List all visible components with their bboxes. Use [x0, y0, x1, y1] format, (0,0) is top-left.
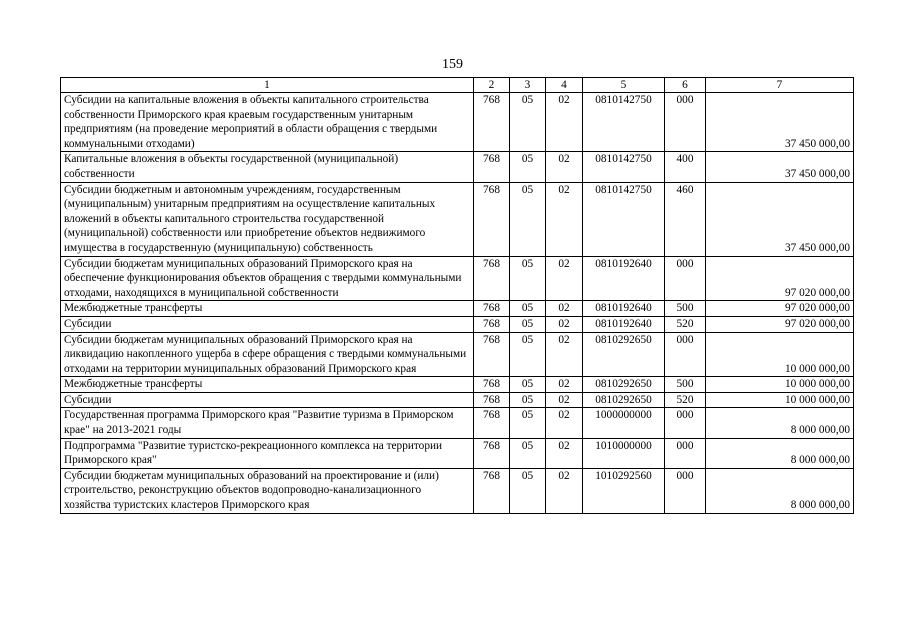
amount-cell: 97 020 000,00 — [706, 301, 854, 317]
subsection-code-cell: 02 — [546, 256, 583, 301]
subsection-code-cell: 02 — [546, 468, 583, 513]
table-row — [61, 392, 854, 408]
admin-code-cell: 768 — [474, 408, 510, 438]
target-article-cell: 0810292650 — [583, 392, 665, 408]
amount-cell: 37 450 000,00 — [706, 152, 854, 182]
admin-code-cell: 768 — [474, 182, 510, 256]
row-name-cell: Подпрограмма "Развитие туристско-рекреационного комплекса на территории Приморского края" — [61, 438, 474, 468]
row-name-cell: Субсидии — [61, 392, 474, 408]
column-header-7: 7 — [706, 78, 854, 93]
section-code-cell: 05 — [510, 392, 546, 408]
section-code-cell: 05 — [510, 316, 546, 332]
amount-cell: 8 000 000,00 — [706, 438, 854, 468]
expense-type-cell: 000 — [665, 468, 706, 513]
target-article-cell: 1000000000 — [583, 408, 665, 438]
target-article-cell: 0810192640 — [583, 256, 665, 301]
column-header-4: 4 — [546, 78, 583, 93]
row-name-cell: Межбюджетные трансферты — [61, 301, 474, 317]
row-name-cell: Субсидии бюджетным и автономным учреждениям, государственным (муниципальным) унитарным предприятиям на осуществление капитальных вложений в объекты капитального строительства государственной (муниципальной) собственности или приобретение объектов недвижимого имущества в государственную (муниципальную) собственность — [61, 182, 474, 256]
table-row — [61, 468, 854, 513]
subsection-code-cell: 02 — [546, 438, 583, 468]
column-header-1: 1 — [61, 78, 474, 93]
expense-type-cell: 000 — [665, 332, 706, 377]
target-article-cell: 0810192640 — [583, 316, 665, 332]
expense-type-cell: 000 — [665, 256, 706, 301]
amount-cell: 10 000 000,00 — [706, 392, 854, 408]
subsection-code-cell: 02 — [546, 408, 583, 438]
table-row — [61, 316, 854, 332]
admin-code-cell: 768 — [474, 256, 510, 301]
table-row — [61, 256, 854, 301]
row-name-cell: Государственная программа Приморского края "Развитие туризма в Приморском крае" на 2013-2021 годы — [61, 408, 474, 438]
section-code-cell: 05 — [510, 377, 546, 393]
table-row — [61, 438, 854, 468]
admin-code-cell: 768 — [474, 332, 510, 377]
column-header-6: 6 — [665, 78, 706, 93]
row-name-cell: Субсидии на капитальные вложения в объекты капитального строительства собственности Приморского края краевым государственным унитарным предприятиям (на проведение мероприятий в области обращения с твердыми коммунальными отходами) — [61, 93, 474, 152]
amount-cell: 8 000 000,00 — [706, 408, 854, 438]
section-code-cell: 05 — [510, 152, 546, 182]
table-row — [61, 332, 854, 377]
row-name-cell: Субсидии бюджетам муниципальных образований Приморского края на обеспечение функционирования объектов обращения с твердыми коммунальными отходами, находящихся в муниципальной собственности — [61, 256, 474, 301]
target-article-cell: 0810142750 — [583, 152, 665, 182]
expense-type-cell: 500 — [665, 377, 706, 393]
admin-code-cell: 768 — [474, 438, 510, 468]
table-header-row — [61, 78, 854, 93]
amount-cell: 37 450 000,00 — [706, 182, 854, 256]
subsection-code-cell: 02 — [546, 392, 583, 408]
table-row — [61, 377, 854, 393]
subsection-code-cell: 02 — [546, 93, 583, 152]
subsection-code-cell: 02 — [546, 316, 583, 332]
column-header-5: 5 — [583, 78, 665, 93]
table-row — [61, 152, 854, 182]
table-row — [61, 301, 854, 317]
admin-code-cell: 768 — [474, 152, 510, 182]
row-name-cell: Субсидии бюджетам муниципальных образований на проектирование и (или) строительство, реконструкцию объектов водопроводно-канализационного хозяйства туристских кластеров Приморского края — [61, 468, 474, 513]
target-article-cell: 0810292650 — [583, 377, 665, 393]
target-article-cell: 0810142750 — [583, 182, 665, 256]
subsection-code-cell: 02 — [546, 301, 583, 317]
expense-type-cell: 000 — [665, 93, 706, 152]
budget-table — [60, 77, 854, 514]
column-header-3: 3 — [510, 78, 546, 93]
expense-type-cell: 520 — [665, 316, 706, 332]
target-article-cell: 1010292560 — [583, 468, 665, 513]
table-row — [61, 93, 854, 152]
admin-code-cell: 768 — [474, 301, 510, 317]
target-article-cell: 0810192640 — [583, 301, 665, 317]
expense-type-cell: 400 — [665, 152, 706, 182]
expense-type-cell: 500 — [665, 301, 706, 317]
section-code-cell: 05 — [510, 408, 546, 438]
amount-cell: 97 020 000,00 — [706, 256, 854, 301]
admin-code-cell: 768 — [474, 392, 510, 408]
expense-type-cell: 000 — [665, 438, 706, 468]
section-code-cell: 05 — [510, 438, 546, 468]
page-number: 159 — [442, 57, 463, 72]
target-article-cell: 1010000000 — [583, 438, 665, 468]
admin-code-cell: 768 — [474, 377, 510, 393]
section-code-cell: 05 — [510, 182, 546, 256]
subsection-code-cell: 02 — [546, 182, 583, 256]
target-article-cell: 0810142750 — [583, 93, 665, 152]
row-name-cell: Межбюджетные трансферты — [61, 377, 474, 393]
admin-code-cell: 768 — [474, 468, 510, 513]
admin-code-cell: 768 — [474, 316, 510, 332]
expense-type-cell: 000 — [665, 408, 706, 438]
section-code-cell: 05 — [510, 332, 546, 377]
section-code-cell: 05 — [510, 93, 546, 152]
subsection-code-cell: 02 — [546, 332, 583, 377]
amount-cell: 97 020 000,00 — [706, 316, 854, 332]
subsection-code-cell: 02 — [546, 152, 583, 182]
amount-cell: 10 000 000,00 — [706, 332, 854, 377]
subsection-code-cell: 02 — [546, 377, 583, 393]
amount-cell: 37 450 000,00 — [706, 93, 854, 152]
table-row — [61, 408, 854, 438]
row-name-cell: Субсидии — [61, 316, 474, 332]
table-row — [61, 182, 854, 256]
section-code-cell: 05 — [510, 301, 546, 317]
amount-cell: 8 000 000,00 — [706, 468, 854, 513]
section-code-cell: 05 — [510, 256, 546, 301]
row-name-cell: Капитальные вложения в объекты государственной (муниципальной) собственности — [61, 152, 474, 182]
section-code-cell: 05 — [510, 468, 546, 513]
expense-type-cell: 460 — [665, 182, 706, 256]
admin-code-cell: 768 — [474, 93, 510, 152]
target-article-cell: 0810292650 — [583, 332, 665, 377]
amount-cell: 10 000 000,00 — [706, 377, 854, 393]
expense-type-cell: 520 — [665, 392, 706, 408]
column-header-2: 2 — [474, 78, 510, 93]
row-name-cell: Субсидии бюджетам муниципальных образований Приморского края на ликвидацию накопленного ущерба в сфере обращения с твердыми коммунальными отходами на территории муниципальных образований Приморского края — [61, 332, 474, 377]
